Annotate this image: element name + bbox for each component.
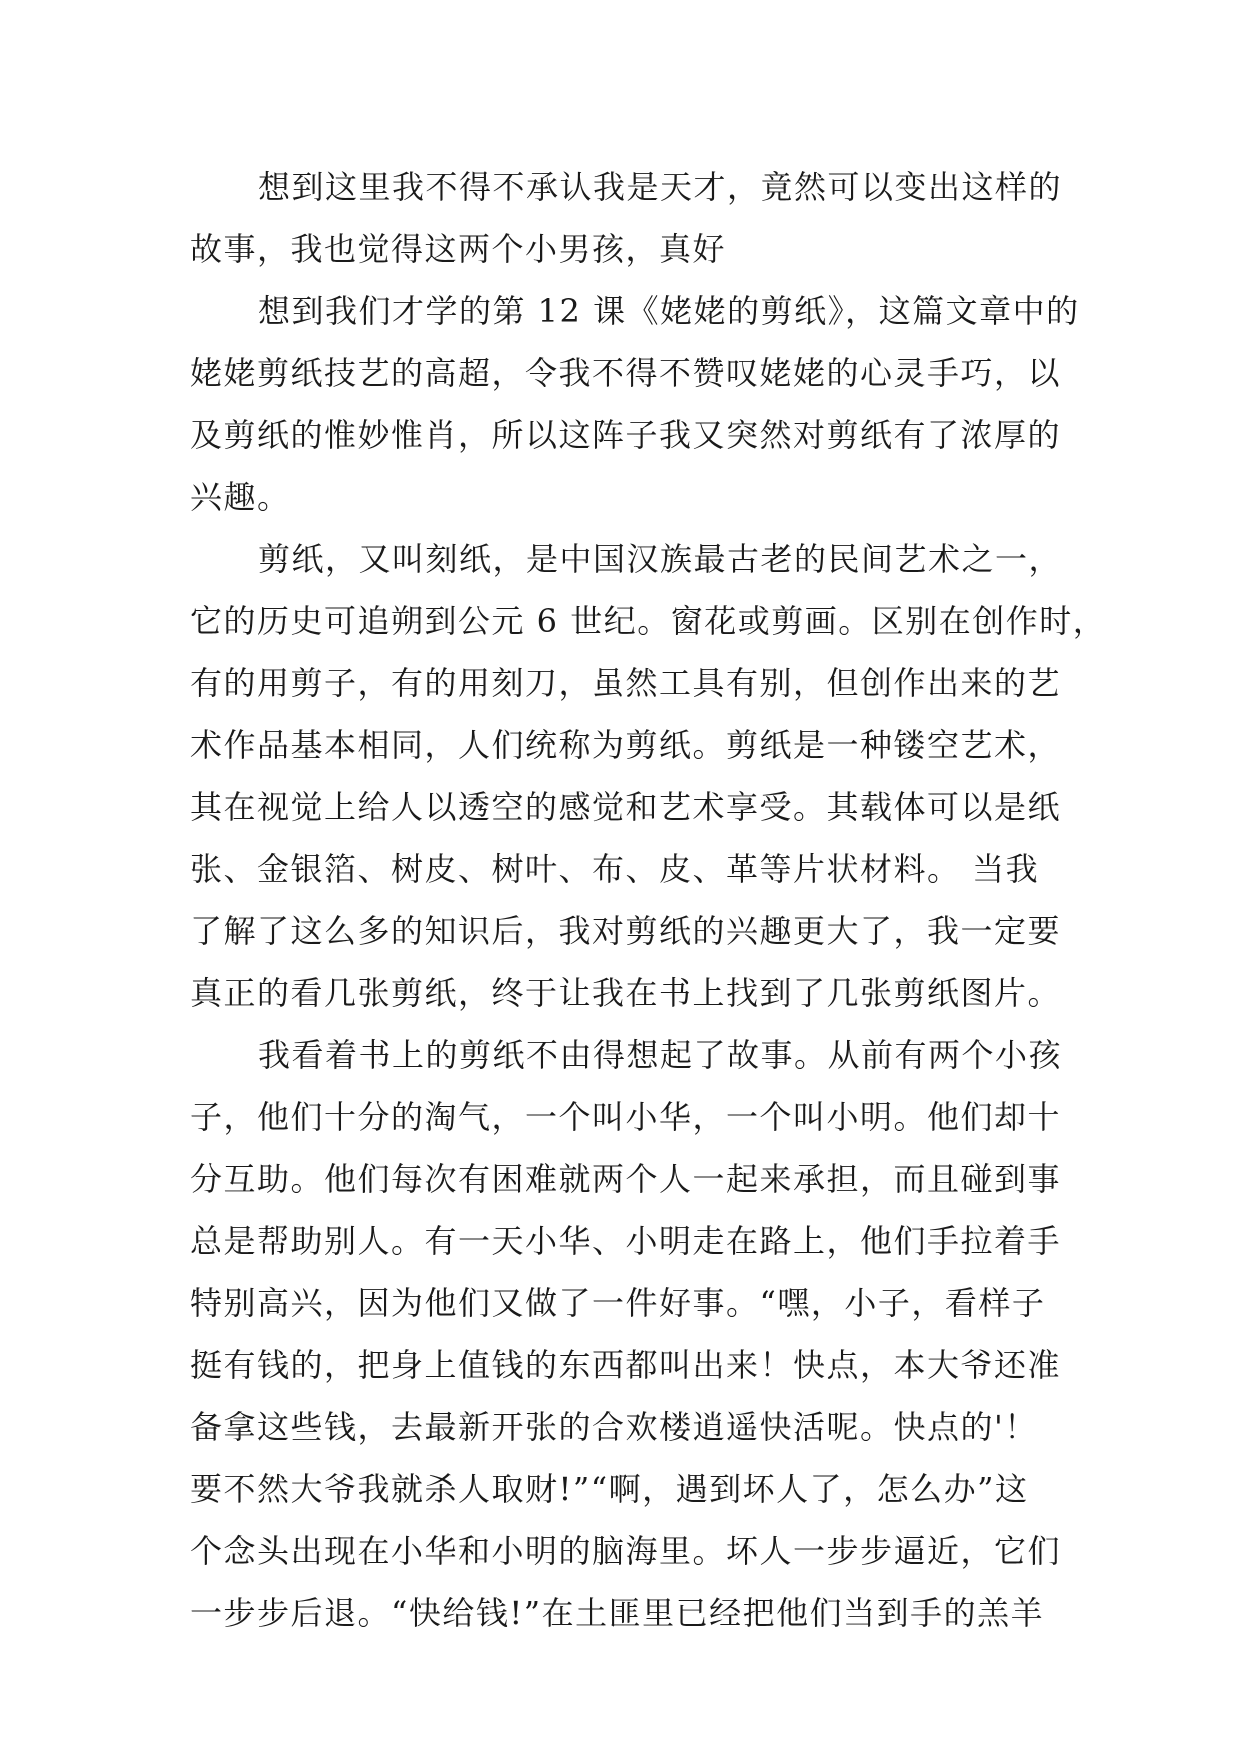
text-line: 剪纸，又叫刻纸，是中国汉族最古老的民间艺术之一， xyxy=(258,540,1063,578)
text-line: 兴趣。 xyxy=(190,478,291,516)
text-line: 要不然大爷我就杀人取财!”“啊，遇到坏人了，怎么办”这 xyxy=(190,1470,1029,1508)
text-line: 总是帮助别人。有一天小华、小明走在路上，他们手拉着手 xyxy=(190,1222,1062,1260)
text-line: 个念头出现在小华和小明的脑海里。坏人一步步逼近，它们 xyxy=(190,1532,1062,1570)
text-line: 分互助。他们每次有困难就两个人一起来承担，而且碰到事 xyxy=(190,1160,1062,1198)
document-body xyxy=(190,156,1107,1644)
text-line: 备拿这些钱，去最新开张的合欢楼逍遥快活呢。快点的'！ xyxy=(190,1408,1038,1446)
text-line: 它的历史可追朔到公元 6 世纪。窗花或剪画。区别在创作时， xyxy=(190,602,1107,640)
text-line: 及剪纸的惟妙惟肖，所以这阵子我又突然对剪纸有了浓厚的 xyxy=(190,416,1062,454)
text-line: 术作品基本相同，人们统称为剪纸。剪纸是一种镂空艺术， xyxy=(190,726,1062,764)
text-line: 一步步后退。“快给钱!”在土匪里已经把他们当到手的羔羊 xyxy=(190,1594,1045,1632)
text-line: 姥姥剪纸技艺的高超，令我不得不赞叹姥姥的心灵手巧，以 xyxy=(190,354,1062,392)
text-line: 挺有钱的，把身上值钱的东西都叫出来！快点，本大爷还准 xyxy=(190,1346,1062,1384)
text-line: 了解了这么多的知识后，我对剪纸的兴趣更大了，我一定要 xyxy=(190,912,1062,950)
text-line: 想到这里我不得不承认我是天才，竟然可以变出这样的 xyxy=(258,168,1063,206)
text-line: 有的用剪子，有的用刻刀，虽然工具有别，但创作出来的艺 xyxy=(190,664,1062,702)
text-line: 子，他们十分的淘气，一个叫小华，一个叫小明。他们却十 xyxy=(190,1098,1062,1136)
text-line: 我看着书上的剪纸不由得想起了故事。从前有两个小孩 xyxy=(258,1036,1063,1074)
text-line: 张、金银箔、树皮、树叶、布、皮、革等片状材料。 当我 xyxy=(190,850,1040,888)
text-line: 特别高兴，因为他们又做了一件好事。“嘿，小子，看样子 xyxy=(190,1284,1046,1322)
text-line: 故事，我也觉得这两个小男孩，真好 xyxy=(190,230,727,268)
text-line: 真正的看几张剪纸，终于让我在书上找到了几张剪纸图片。 xyxy=(190,974,1062,1012)
text-line: 想到我们才学的第 12 课《姥姥的剪纸》，这篇文章中的 xyxy=(258,292,1080,330)
text-line: 其在视觉上给人以透空的感觉和艺术享受。其载体可以是纸 xyxy=(190,788,1062,826)
